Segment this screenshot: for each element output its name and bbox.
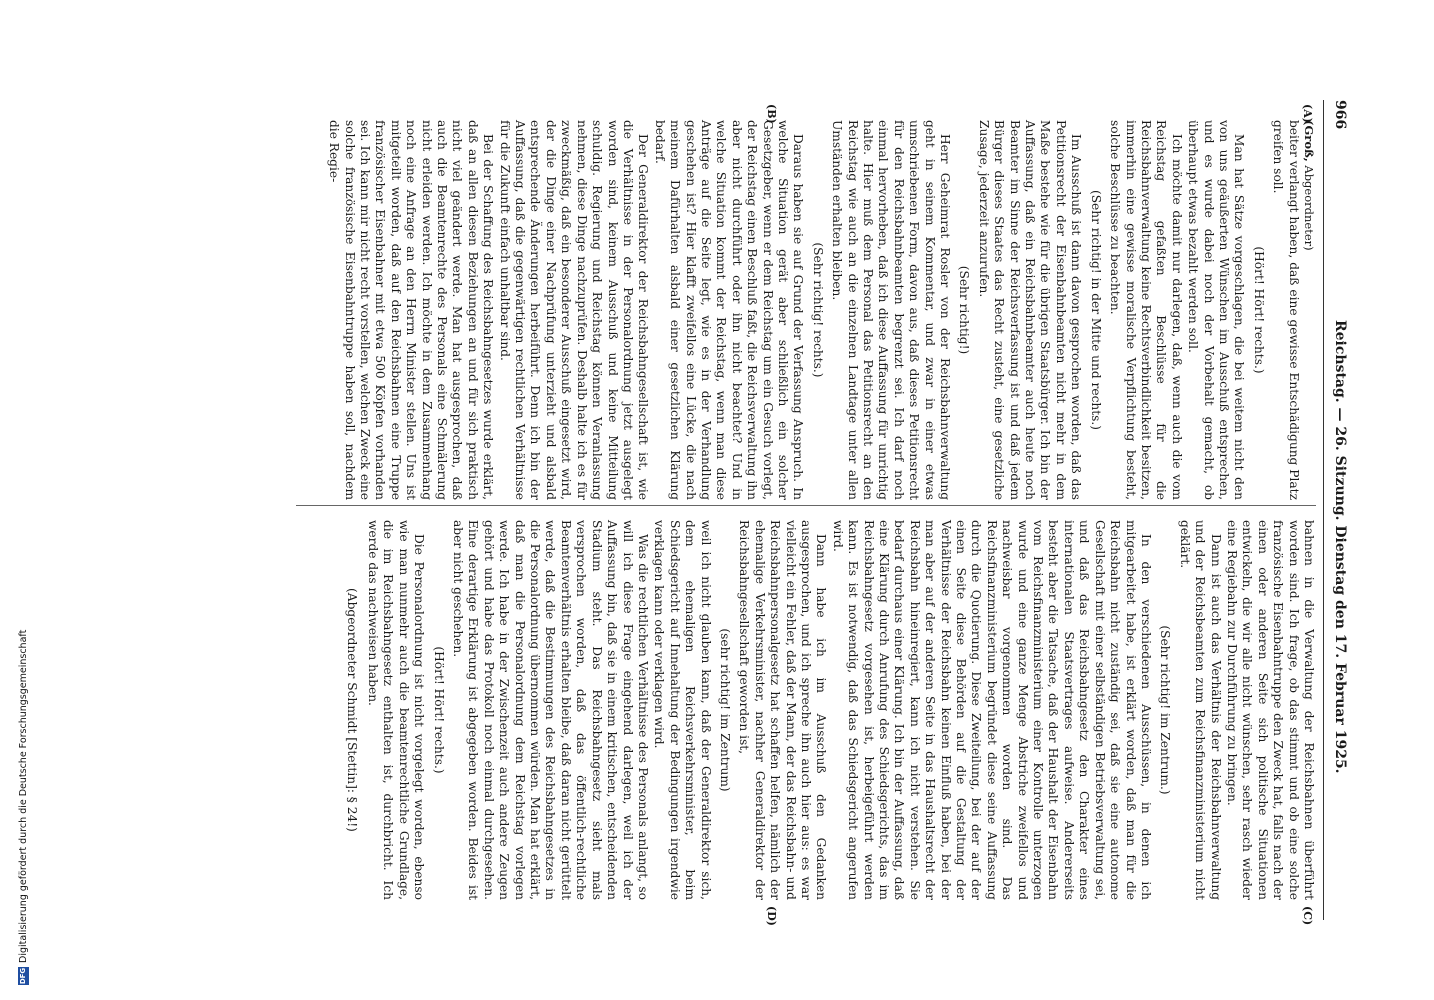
paragraph: Man hat Sätze vorgeschlagen, die bei weitem nicht den von uns geäußerten Wünschen im Ausschuß entsprechen, und es wurde dabei noch der Vorbehalt gemacht, ob überhaupt etwas bezahlt werden soll.	[1186, 120, 1247, 500]
paragraph: Bei der Schaffung des Reichsbahngesetzes wurde erklärt, daß an allen diesen Beziehungen an und für sich praktisch nicht viel geändert werde. Man hat ausgesprochen, daß auch die Beamtenrechte des Personals eine Schmälerung nicht erleiden werden. Ich möchte in dem Zusammenhang noch eine Anfrage an den Herrn Minister stellen. Uns ist mitgeteilt worden, daß auf den Reichsbahnen eine Truppe französischer Eisenbahner mit etwa 500 Köpfen vorhanden sei. Ich kann mir nicht recht vorstellen, welchen Zweck eine solche französische Eisenbahntruppe haben soll, nachdem die Regie-	[327, 120, 496, 500]
paragraph: In den verschiedenen Ausschüssen, in denen ich mitgearbeitet habe, ist erklärt worden, daß man für die Reichsbahn nicht zuständig sei, daß sie eine autonome Gesellschaft mit einer selbständigen Betriebsverwaltung sei, und daß das Reichsbahngesetz den Charakter eines internationalen Staatsvertrages aufweise. Andererseits besteht aber die Tatsache, daß der Haushalt der Eisenbahn vom Reichsfinanzministerium einer Kontrolle unterzogen wurde und eine ganze Menge Abstriche zweifellos und nachweisbar vorgenommen worden sind. Das Reichsfinanzministerium begründet diese seine Auffassung durch die Quotierung. Diese Zweiteilung, bei der auf der einen Seite diese Behörden auf die Gestaltung der Verhältnisse der Reichsbahn keinen Einfluß haben, bei der man aber auf der anderen Seite in das Haushaltsrecht der Reichsbahn hineinregiert, kann ich nicht verstehen. Sie bedarf durchaus einer Klärung. Ich bin der Auffassung, daß eine Klärung durch Anrufung des Schiedsgerichts, das im Reichsbahngesetz vorgesehen ist, herbeigeführt werden kann. Es ist notwendig, daß das Schiedsgericht angerufen wird.	[830, 520, 1153, 900]
left-column	[325, 120, 1316, 500]
paragraph: Ich möchte damit nur darlegen, daß, wenn auch die vom Reichstag gefaßten Beschlüsse für die Reichsbahnverwaltung keine Rechtsverbindlichkeit besitzen, immerhin eine gewisse moralische Verpflichtung besteht, solche Beschlüsse zu beachten.	[1108, 120, 1184, 500]
paragraph: Im Ausschuß ist dann davon gesprochen worden, daß das Petitionsrecht der Eisenbahnbeamten nicht mehr in dem Maße bestehe wie für die übrigen Staatsbürger. Ich bin der Auffassung, daß ein Reichsbahnbeamter auch heute noch Beamter im Sinne der Reichsverfassung ist und daß jedem Bürger dieses Staates das Recht zusteht, eine gesetzliche Zusage, jederzeit anzurufen.	[976, 120, 1084, 500]
right-column	[342, 520, 1316, 900]
margin-letter-c: (C)	[1301, 906, 1314, 926]
speaker-role: Abgeordneter)	[1302, 165, 1316, 251]
interjection: (Sehr richtig! rechts.)	[810, 242, 825, 378]
paragraph: Was die rechtlichen Verhältnisse des Personals anlangt, so will ich diese Frage eingehend darlegen, weil ich der Auffassung bin, daß sie in einem kritischen, entscheidenden Stadium steht. Das Reichsbahngesetz sieht mals versprochen worden, daß das öffentlich-rechtliche Beamtenverhältnis erhalten bleibe, daß daran nicht gerüttelt werde, daß die Bestimmungen des Reichsbahngesetzes in die Personalordnung übernommen würden. Man hat erklärt, daß man die Personalordnung dem Reichstag vorlegen werde. Ich habe in der Zwischenzeit auch andere Zeugen gehört und habe das Protokoll noch einmal durchgesehen. Eine derartige Erklärung ist abgegeben worden. Beides ist aber nicht geschehen.	[451, 520, 650, 900]
speaker-interjection: (Abgeordneter Schmidt [Stettin]: § 24!)	[344, 588, 359, 832]
paragraph: Der Generaldirektor der Reichsbahngesellschaft ist, wie die Verhältnisse in der Personalordnung jetzt ausgelegt worden sind, keinem Ausschuß und keine Mitteilung schuldig. Regierung und Reichstag können Veranlassung nehmen, diese Dinge nachzuprüfen. Deshalb halte ich es für zweckmäßig, daß ein besonderer Ausschuß eingesetzt wird, der die Dinge einer Nachprüfung unterzieht und alsbald entsprechende Änderungen herbeiführt. Denn ich bin der Auffassung, daß die gegenwärtigen rechtlichen Verhältnisse für die Zukunft einfach unhaltbar sind.	[497, 120, 651, 500]
interjection: (Sehr richtig!)	[957, 265, 972, 355]
paragraph: Dann habe ich im Ausschuß den Gedanken ausgesprochen, und ich spreche ihn auch hier aus: es war vielleicht ein Fehler, daß der Mann, der das Reichsbahn- und Reichsbahnpersonalgesetz hat schaffen helfen, nämlich der ehemalige Verkehrsminister, nachher Generaldirektor der Reichsbahngesellschaft geworden ist,	[737, 520, 829, 900]
document-page	[150, 100, 1350, 926]
dfg-logo-icon: DFG	[19, 967, 27, 985]
paragraph: weil ich nicht glauben kann, daß der Generaldirektor sich, dem ehemaligen Reichsverkehrsminister, beim Schiedsgericht auf Innehaltung der Bedingungen irgendwie verklagen kann oder verklagen wird.	[652, 520, 713, 900]
paragraph: Die Personalordnung ist nicht vorgelegt worden, ebenso wie man nunmehr auch die beamtenrechtliche Grundlage, die im Reichsbahngesetz enthalten ist, durchbricht. Ich werde das nachweisen haben.	[366, 520, 427, 900]
page-number: 966	[1332, 100, 1348, 130]
paragraph: bahnen in die Verwaltung der Reichsbahnen überführt worden sind. Ich frage, ob das stimmt und ob eine solche französische Eisenbahntruppe den Zweck hat, falls nach der einen oder anderen Seite sich politische Situationen entwickeln, die wir alle nicht wünschen, sehr rasch wieder eine Regiebahn zur Durchführung zu bringen.	[1224, 520, 1316, 900]
running-head-title: Reichstag. — 26. Sitzung. Dienstag den 17. Februar 1925.	[1332, 320, 1348, 774]
interjection: (Hört! Hört! rechts.)	[1251, 246, 1266, 374]
running-head	[1323, 100, 1350, 920]
speaker-line	[1301, 120, 1316, 500]
interjection: (Sehr richtig! im Zentrum.)	[1158, 625, 1173, 795]
paragraph: Herr Geheimrat Rosler von der Reichsbahnverwaltung geht in seinem Kommentar, und zwar in einer etwas umschriebenen Form, davon aus, daß dieses Petitionsrecht für den Reichsbahnbeamten begrenzt sei. Ich darf noch einmal hervorheben, daß ich diese Auffassung für unrichtig halte. Hier muß dem Personal das Petitionsrecht an den Reichstag wie auch an die einzelnen Landtage unter allen Umständen erhalten bleiben.	[830, 120, 953, 500]
footer-credit	[18, 630, 29, 985]
paragraph: Dann ist auch das Verhältnis der Reichsbahnverwaltung und der Reichsbeamten zum Reichsfinanzministerium nicht geklärt.	[1177, 520, 1223, 900]
interjection: (Sehr richtig! in der Mitte und rechts.)	[1088, 189, 1103, 431]
margin-letter-b: (B)	[765, 104, 778, 124]
speaker-name: (Groß,	[1302, 120, 1316, 162]
interjection: (Hört! Hört! rechts.)	[431, 646, 446, 774]
paragraph: Daraus haben sie auf Grund der Verfassung Anspruch. In welche Situation gerät aber schließlich ein solcher Gesetzgeber, wenn er dem Reichstag um ein Gesuch vorlegt, der Reichstag einen Beschluß faßt, die Reichsverwaltung ihn aber nicht durchführt oder ihn nicht beachtet? Und in welche Situation kommt der Reichstag, wenn man diese Anträge auf die Seite legt, wie es in der Verhandlung geschehen ist? Hier klafft zweifellos eine Lücke, die nach meinem Dafürhalten alsbald einer gesetzlichen Klärung bedarf.	[652, 120, 806, 500]
paragraph: beiter verlangt haben, daß eine gewisse Entschädigung Platz greifen soll.	[1271, 120, 1301, 500]
column-divider	[296, 505, 1316, 506]
margin-letter-d: (D)	[765, 906, 778, 926]
margin-letter-a: (A)	[1301, 104, 1314, 123]
footer-credit-text: Digitalisierung gefördert durch die Deutsche Forschungsgemeinschaft	[18, 629, 29, 963]
interjection: (sehr richtig! im Zentrum)	[717, 628, 732, 792]
